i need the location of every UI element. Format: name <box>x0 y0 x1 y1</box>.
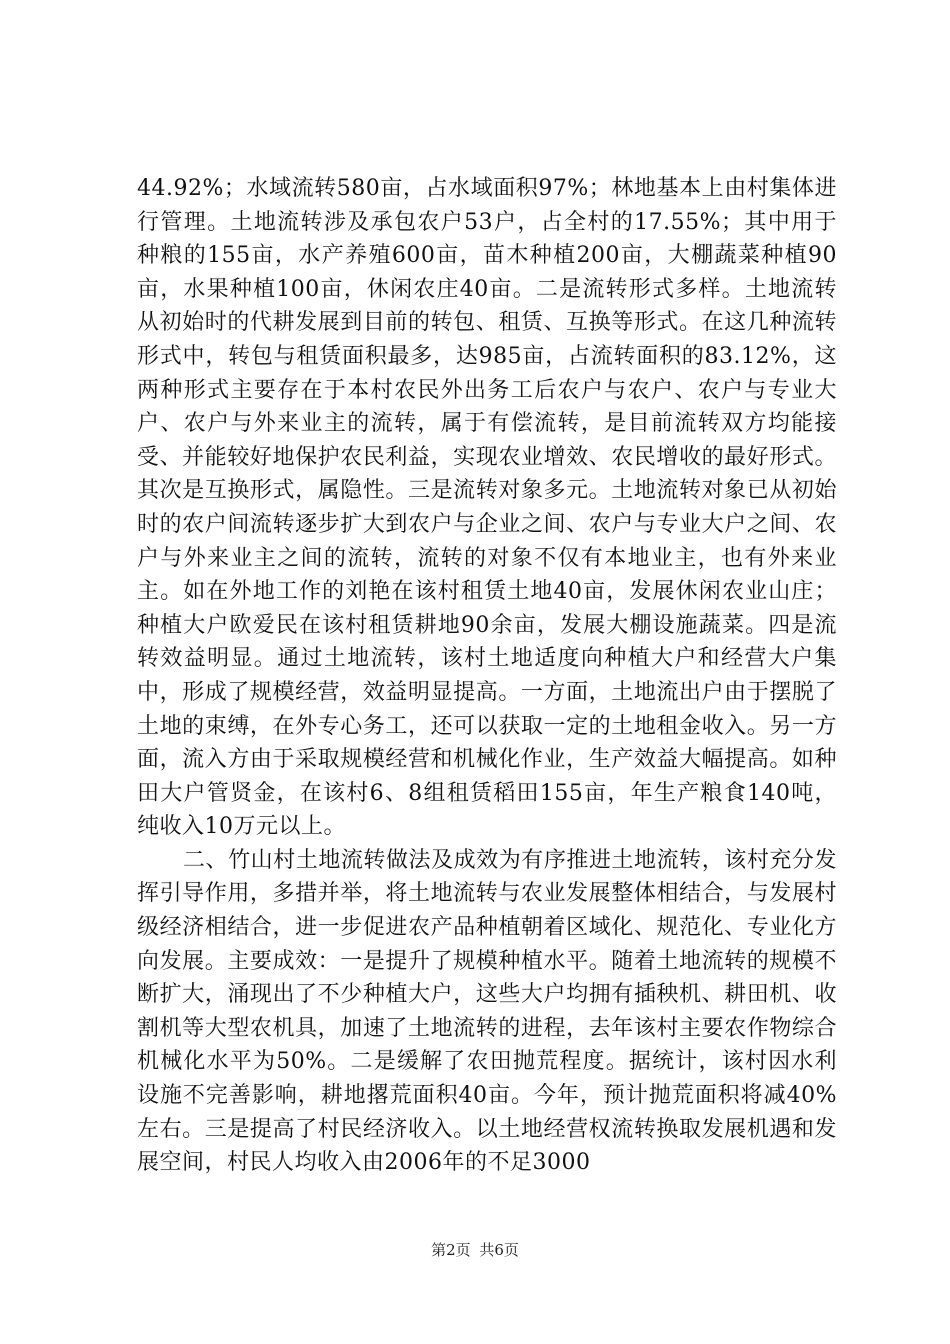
paragraph-section-two: 二、竹山村土地流转做法及成效为有序推进土地流转，该村充分发挥引导作用，多措并举，将土地流转与农业发展整体相结合，与发展村级经济相结合，进一步促进农产品种植朝着区域化、规范化、专业化方向发展。主要成效：一是提升了规模种植水平。随着土地流转的规模不断扩大，涌现出了不少种植大户，这些大户均拥有插秧机、耕田机、收割机等大型农机具，加速了土地流转的进程，去年该村主要农作物综合机械化水平为50%。二是缓解了农田抛荒程度。据统计，该村因水利设施不完善影响，耕地撂荒面积40亩。今年，预计抛荒面积将减40%左右。三是提高了村民经济收入。以土地经营权流转换取发展机遇和发展空间，村民人均收入由2006年的不足3000 <box>137 847 837 1176</box>
document-body <box>137 172 837 1180</box>
page-number-footer: 第2页 共6页 <box>431 1241 519 1259</box>
paragraph-continuation: 44.92%；水域流转580亩，占水域面积97%；林地基本上由村集体进行管理。土地流转涉及承包农户53户，占全村的17.55%；其中用于种粮的155亩，水产养殖600亩，苗木种植200亩，大棚蔬菜种植90亩，水果种植100亩，休闲农庄40亩。二是流转形式多样。土地流转从初始时的代耕发展到目前的转包、租赁、互换等形式。在这几种流转形式中，转包与租赁面积最多，达985亩，占流转面积的83.12%，这两种形式主要存在于本村农民外出务工后农户与农户、农户与专业大户、农户与外来业主的流转，属于有偿流转，是目前流转双方均能接受、并能较好地保护农民利益，实现农业增效、农民增收的最好形式。其次是互换形式，属隐性。三是流转对象多元。土地流转对象已从初始时的农户间流转逐步扩大到农户与企业之间、农户与专业大户之间、农户与外来业主之间的流转，流转的对象不仅有本地业主，也有外来业主。如在外地工作的刘艳在该村租赁土地40亩，发展休闲农业山庄；种植大户欧爱民在该村租赁耕地90余亩，发展大棚设施蔬菜。四是流转效益明显。通过土地流转，该村土地适度向种植大户和经营大户集中，形成了规模经营，效益明显提高。一方面，土地流出户由于摆脱了土地的束缚，在外专心务工，还可以获取一定的土地租金收入。另一方面，流入方由于采取规模经营和机械化作业，生产效益大幅提高。如种田大户管贤金，在该村6、8组租赁稻田155亩，年生产粮食140吨，纯收入10万元以上。 <box>137 176 837 840</box>
